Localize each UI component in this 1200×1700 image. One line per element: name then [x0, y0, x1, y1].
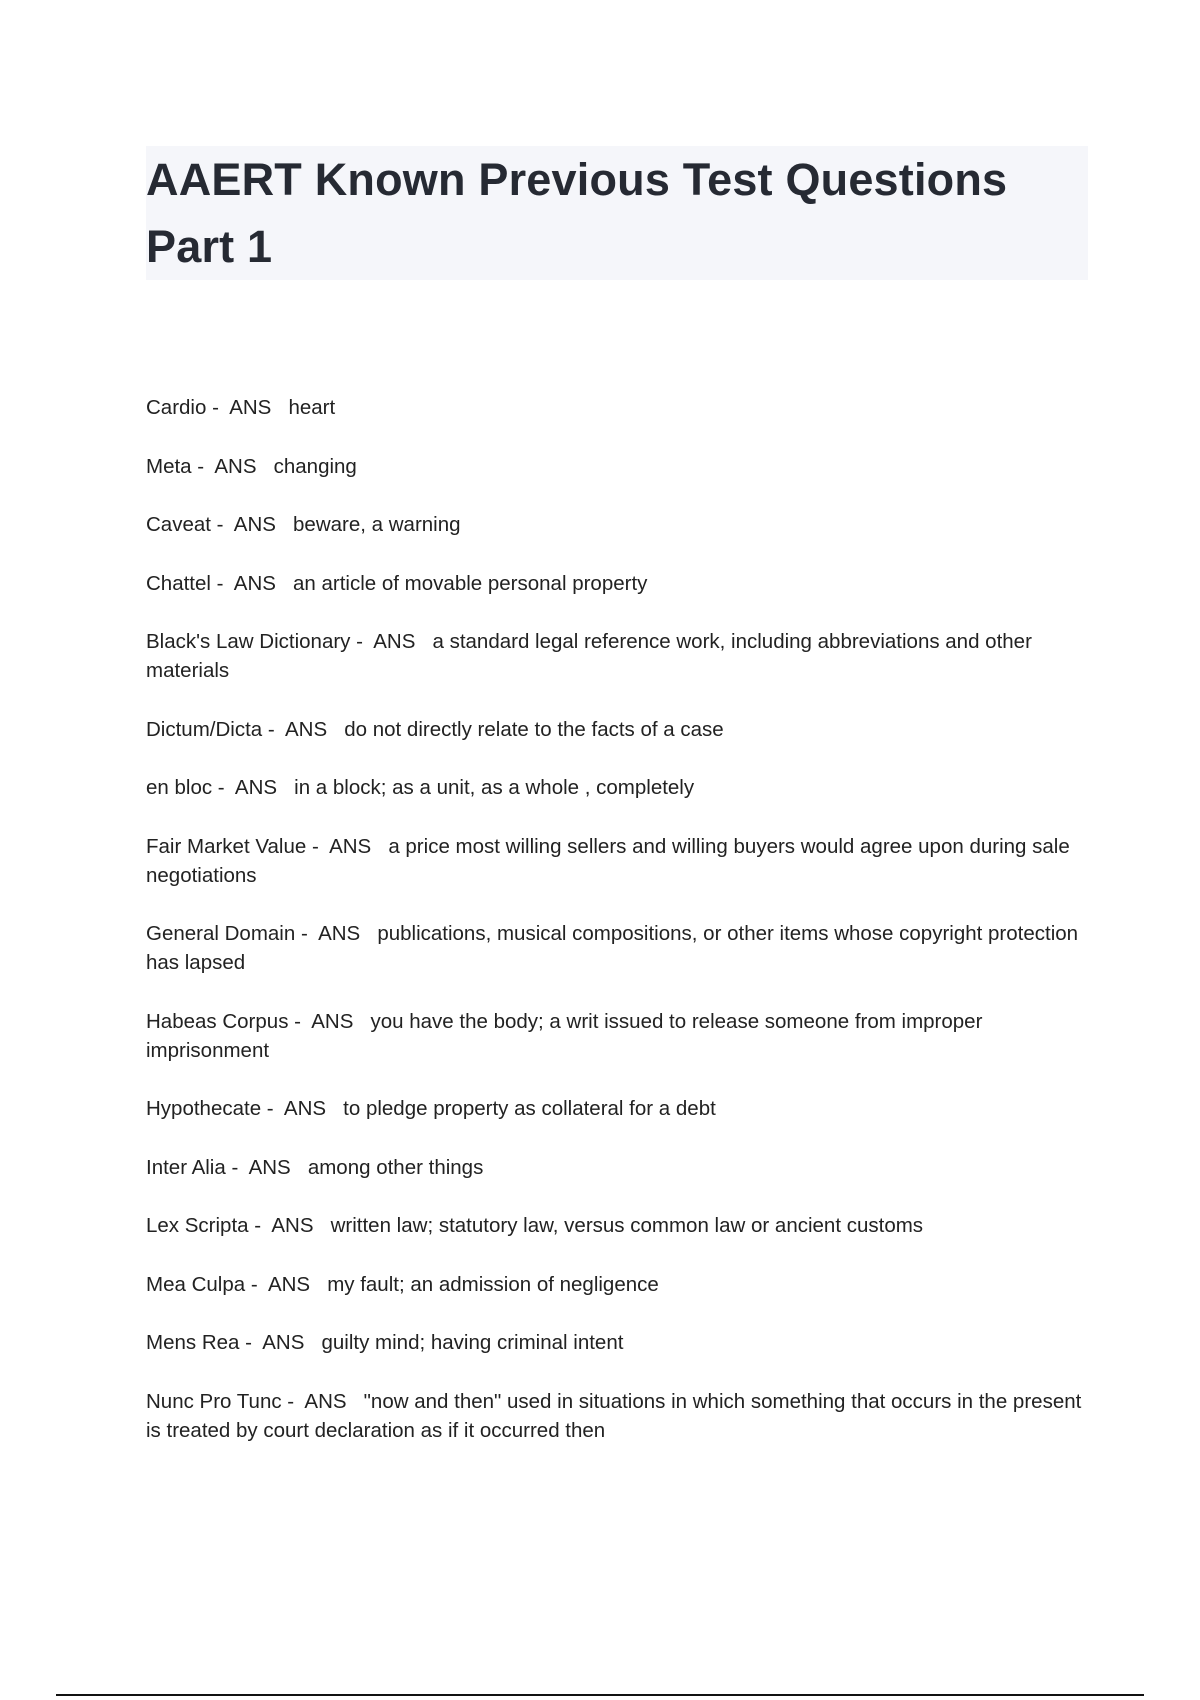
entry-term: Habeas Corpus [146, 1009, 289, 1033]
list-item: Mens Rea - ANS guilty mind; having criminal intent [146, 1331, 624, 1354]
question-answer-list [146, 393, 1086, 1474]
answer-marker: ANS [233, 571, 276, 595]
entry-term: Lex Scripta [146, 1214, 249, 1237]
entry-term: Mea Culpa [146, 1272, 246, 1296]
entry-definition: an article of movable personal property [293, 571, 648, 595]
list-item: Lex Scripta - ANS written law; statutory law, versus common law or ancient customs [146, 1214, 924, 1237]
list-item: Nunc Pro Tunc - ANS "now and then" used in situations in which something that occurs in the present is treated by court declaration as if it occurred then [146, 1389, 1088, 1442]
entry-term: General Domain [146, 922, 296, 945]
answer-marker: ANS [267, 1272, 311, 1296]
answer-marker: ANS [311, 1009, 354, 1033]
entry-definition: beware, a warning [293, 513, 461, 536]
list-item: Chattel - ANS an article of movable personal property [146, 571, 648, 595]
entry-definition: guilty mind; having criminal intent [321, 1331, 624, 1354]
answer-marker: ANS [248, 1155, 291, 1179]
entry-definition: you have the body; a writ issued to release someone from improper imprisonment [146, 1009, 989, 1062]
entry-definition: in a block; as a unit, as a whole , completely [294, 776, 695, 799]
list-item: General Domain - ANS publications, musical compositions, or other items whose copyright protection has lapsed [146, 922, 1084, 974]
entry-term: Cardio [146, 396, 207, 419]
list-item: Hypothecate - ANS to pledge property as collateral for a debt [146, 1097, 716, 1120]
answer-marker: ANS [283, 1097, 327, 1120]
entry-term: Inter Alia [146, 1155, 226, 1179]
entry-definition: do not directly relate to the facts of a case [344, 717, 724, 741]
entry-term: Fair Market Value [146, 834, 307, 858]
answer-marker: ANS [214, 454, 257, 478]
answer-marker: ANS [329, 834, 372, 858]
entry-definition: to pledge property as collateral for a debt [343, 1097, 716, 1120]
entry-definition: heart [288, 396, 336, 419]
entry-term: Dictum/Dicta [146, 717, 263, 741]
list-item: Caveat - ANS beware, a warning [146, 513, 461, 536]
list-item: Habeas Corpus - ANS you have the body; a writ issued to release someone from improper imprisonment [146, 1009, 989, 1062]
entry-definition: my fault; an admission of negligence [327, 1272, 659, 1296]
entry-definition: a standard legal reference work, including abbreviations and other materials [146, 630, 1038, 682]
entry-term: Meta [146, 454, 192, 478]
list-item: Dictum/Dicta - ANS do not directly relate to the facts of a case [146, 717, 724, 741]
title-banner [146, 146, 1088, 280]
answer-marker: ANS [229, 396, 272, 419]
entry-definition: written law; statutory law, versus common law or ancient customs [330, 1214, 924, 1237]
list-item: Inter Alia - ANS among other things [146, 1155, 484, 1179]
entry-definition: among other things [307, 1155, 484, 1179]
list-item: Mea Culpa - ANS my fault; an admission of negligence [146, 1272, 659, 1296]
entry-term: en bloc [146, 776, 213, 799]
entry-definition: "now and then" used in situations in which something that occurs in the present is treated by court declaration as if it occurred then [146, 1389, 1088, 1442]
entry-definition: a price most willing sellers and willing buyers would agree upon during sale negotiations [146, 834, 1076, 887]
entry-term: Nunc Pro Tunc [146, 1389, 282, 1413]
answer-marker: ANS [373, 630, 416, 653]
entry-term: Caveat [146, 513, 211, 536]
entry-term: Hypothecate [146, 1097, 262, 1120]
answer-marker: ANS [262, 1331, 305, 1354]
answer-marker: ANS [284, 717, 328, 741]
answer-marker: ANS [234, 776, 278, 799]
list-item: en bloc - ANS in a block; as a unit, as a whole , completely [146, 776, 695, 799]
entry-definition: publications, musical compositions, or other items whose copyright protection has lapsed [146, 922, 1084, 974]
list-item: Fair Market Value - ANS a price most willing sellers and willing buyers would agree upon during sale negotiations [146, 834, 1076, 887]
entry-term: Chattel [146, 571, 211, 595]
list-item: Black's Law Dictionary - ANS a standard legal reference work, including abbreviations and other materials [146, 630, 1038, 682]
answer-marker: ANS [271, 1214, 314, 1237]
entry-definition: changing [273, 454, 357, 478]
list-item: Meta - ANS changing [146, 454, 357, 478]
answer-marker: ANS [318, 922, 361, 945]
list-item: Cardio - ANS heart [146, 396, 336, 419]
page-footer-rule [56, 1694, 1144, 1696]
entry-term: Mens Rea [146, 1331, 240, 1354]
answer-marker: ANS [233, 513, 276, 536]
answer-marker: ANS [304, 1389, 347, 1413]
page-title: AAERT Known Previous Test Questions Part 1 [146, 154, 1008, 272]
entry-term: Black's Law Dictionary [146, 630, 351, 653]
